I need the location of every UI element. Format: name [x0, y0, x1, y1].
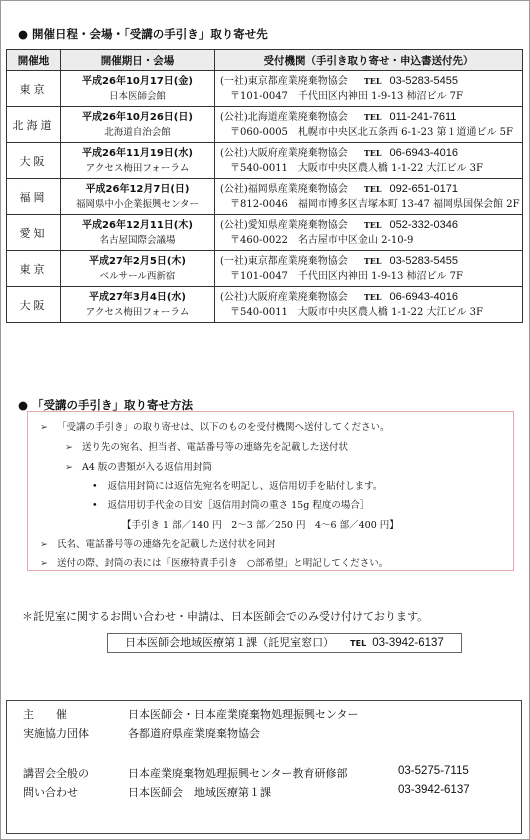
- org-address: 〒540-0011 大阪市中央区農人橋 1-1-22 大江ビル 3F: [230, 306, 483, 318]
- header-receiving-org: 受付機関（手引き取り寄せ・申込書送付先）: [215, 50, 523, 71]
- tel-label: TEL: [363, 183, 382, 194]
- org-tel: 011-241-7611: [389, 110, 457, 123]
- method-item-1-text: 送り先の宛名、担当者、電話番号等の連絡先を記載した送付状: [81, 442, 348, 453]
- region-cell: 東京: [7, 251, 61, 287]
- tel-label: TEL: [363, 255, 382, 266]
- org-address: 〒101-0047 千代田区内神田 1-9-13 柿沼ビル 7F: [230, 270, 463, 282]
- org-name: (公社)愛知県産業廃棄物協会: [220, 219, 348, 231]
- inquiry-tel-2: 03-3942-6137: [398, 784, 470, 796]
- table-row: [7, 251, 523, 287]
- table-row: [7, 179, 523, 215]
- childcare-tel: 03-3942-6137: [372, 637, 444, 649]
- org-tel: 06-6943-4016: [389, 146, 459, 159]
- org-name: (一社)東京都産業廃棄物協会: [220, 255, 348, 267]
- method-item-3-text: 氏名、電話番号等の連絡先を記載した送付状を同封: [56, 539, 276, 550]
- org-address: 〒460-0022 名古屋市中区金山 2-10-9: [230, 234, 414, 246]
- event-venue: 日本医師会館: [108, 90, 166, 102]
- childcare-contact-box: [107, 633, 462, 653]
- org-tel: 092-651-0171: [389, 182, 459, 195]
- inquiry-label-1: 講習会全般の: [23, 767, 89, 780]
- region-cell: 東京: [7, 71, 61, 107]
- method-sub-2-text: 返信用切手代金の目安［返信用封筒の重さ 15g 程度の場合］: [107, 500, 370, 511]
- region-cell: 愛知: [7, 215, 61, 251]
- host-label: 主 催: [23, 708, 67, 721]
- event-date: 平成26年10月26日(日): [82, 111, 193, 123]
- inquiry-tel-1: 03-5275-7115: [398, 765, 469, 777]
- org-address: 〒812-0046 福岡市博多区吉塚本町 13-47 福岡県国保会館 2F: [230, 198, 520, 210]
- date-venue-cell: [61, 143, 215, 179]
- inquiry-org-2: 日本医師会 地域医療第１課: [128, 786, 271, 799]
- region-cell: 大阪: [7, 143, 61, 179]
- arrow-bullet-icon: ➢: [40, 558, 48, 569]
- bullet-icon: ●: [18, 398, 29, 412]
- receiving-org-cell: [215, 107, 523, 143]
- method-heading-text: 「受講の手引き」取り寄せ方法: [32, 398, 194, 412]
- event-venue: 名古屋国際会議場: [99, 234, 176, 246]
- org-address: 〒540-0011 大阪市中央区農人橋 1-1-22 大江ビル 3F: [230, 162, 483, 174]
- arrow-bullet-icon: ➢: [65, 462, 73, 473]
- tel-label: TEL: [363, 75, 382, 86]
- org-name: (公社)福岡県産業廃棄物協会: [220, 183, 348, 195]
- coop-value: 各都道府県産業廃棄物協会: [128, 727, 260, 740]
- method-item-4: [40, 555, 388, 569]
- childcare-note: ＊託児室に関するお問い合わせ・申請は、日本医師会でのみ受け付けております。: [22, 610, 429, 623]
- method-intro-text: 「受講の手引き」の取り寄せは、以下のものを受付機関へ送付してください。: [56, 422, 390, 433]
- org-tel: 052-332-0346: [389, 218, 459, 231]
- date-venue-cell: [61, 251, 215, 287]
- event-venue: アクセス梅田フォーラム: [85, 306, 190, 318]
- event-venue: 北海道自治会館: [104, 126, 171, 138]
- event-date: 平成26年12月7日(日): [85, 183, 190, 195]
- method-item-1: [65, 439, 348, 453]
- receiving-org-cell: [215, 71, 523, 107]
- event-date: 平成27年2月5日(木): [89, 255, 186, 267]
- region-cell: 大阪: [7, 287, 61, 323]
- org-tel: 06-6943-4016: [389, 290, 459, 303]
- dot-bullet-icon: •: [92, 500, 98, 511]
- method-item-4-text: 送付の際、封筒の表には「医療特責手引き ○部希望」と明記してください。: [56, 558, 389, 569]
- tel-label: TEL: [363, 291, 382, 302]
- org-name: (一社)東京都産業廃棄物協会: [220, 75, 348, 87]
- tel-label: TEL: [363, 147, 382, 158]
- header-date-venue: 開催期日・会場: [61, 50, 215, 71]
- org-name: (公社)大阪府産業廃棄物協会: [220, 291, 348, 303]
- table-row: [7, 215, 523, 251]
- arrow-bullet-icon: ➢: [40, 539, 48, 550]
- event-date: 平成26年10月17日(金): [82, 75, 193, 87]
- event-venue: 福岡県中小企業振興センター: [75, 198, 200, 210]
- schedule-heading-text: 開催日程・会場・「受講の手引き」取り寄せ先: [32, 27, 268, 41]
- inquiry-org-1: 日本産業廃棄物処理振興センター教育研修部: [128, 767, 348, 780]
- method-item-2-text: A4 版の書類が入る返信用封筒: [81, 462, 212, 473]
- org-name: (公社)北海道産業廃棄物協会: [220, 111, 348, 123]
- inquiry-label-2: 問い合わせ: [23, 786, 78, 799]
- childcare-contact-name: 日本医師会地域医療第１課（託児室窓口）: [125, 636, 335, 649]
- event-venue: アクセス梅田フォーラム: [85, 162, 190, 174]
- event-date: 平成27年3月4日(水): [89, 291, 186, 303]
- coop-label: 実施協力団体: [23, 727, 89, 740]
- region-cell: 北海道: [7, 107, 61, 143]
- date-venue-cell: [61, 287, 215, 323]
- org-tel: 03-5283-5455: [389, 254, 459, 267]
- org-address: 〒101-0047 千代田区内神田 1-9-13 柿沼ビル 7F: [230, 90, 463, 102]
- org-tel: 03-5283-5455: [389, 74, 459, 87]
- date-venue-cell: [61, 71, 215, 107]
- receiving-org-cell: [215, 179, 523, 215]
- arrow-bullet-icon: ➢: [65, 442, 73, 453]
- table-row: [7, 143, 523, 179]
- table-row: [7, 107, 523, 143]
- event-venue: ベルサール西新宿: [99, 270, 176, 282]
- arrow-bullet-icon: ➢: [40, 422, 48, 433]
- receiving-org-cell: [215, 215, 523, 251]
- request-method-box: [27, 411, 514, 571]
- bullet-icon: ●: [18, 27, 29, 41]
- fee-table: 【手引き 1 部／140 円 2～3 部／250 円 4～6 部／400 円】: [122, 520, 399, 531]
- tel-label: TEL: [350, 639, 367, 648]
- region-cell: 福岡: [7, 179, 61, 215]
- receiving-org-cell: [215, 143, 523, 179]
- schedule-heading: [18, 26, 268, 42]
- event-date: 平成26年12月11日(木): [82, 219, 193, 231]
- date-venue-cell: [61, 179, 215, 215]
- host-value: 日本医師会・日本産業廃棄物処理振興センター: [128, 708, 359, 721]
- tel-label: TEL: [363, 111, 382, 122]
- date-venue-cell: [61, 215, 215, 251]
- receiving-org-cell: [215, 287, 523, 323]
- schedule-table: [6, 49, 523, 323]
- organizer-box: [6, 700, 522, 834]
- dot-bullet-icon: •: [92, 481, 98, 492]
- method-sub-1-text: 返信用封筒には返信先宛名を明記し、返信用切手を貼付します。: [107, 481, 383, 492]
- method-sub-2: [92, 497, 369, 511]
- org-address: 〒060-0005 札幌市中央区北五条西 6-1-23 第１道通ビル 5F: [230, 126, 513, 138]
- header-region: 開催地: [7, 50, 61, 71]
- table-row: [7, 287, 523, 323]
- method-item-2: [65, 459, 212, 473]
- method-item-3: [40, 536, 275, 550]
- method-intro: [40, 419, 389, 433]
- date-venue-cell: [61, 107, 215, 143]
- event-date: 平成26年11月19日(水): [82, 147, 193, 159]
- table-row: [7, 71, 523, 107]
- tel-label: TEL: [363, 219, 382, 230]
- method-sub-1: [92, 478, 382, 492]
- org-name: (公社)大阪府産業廃棄物協会: [220, 147, 348, 159]
- receiving-org-cell: [215, 251, 523, 287]
